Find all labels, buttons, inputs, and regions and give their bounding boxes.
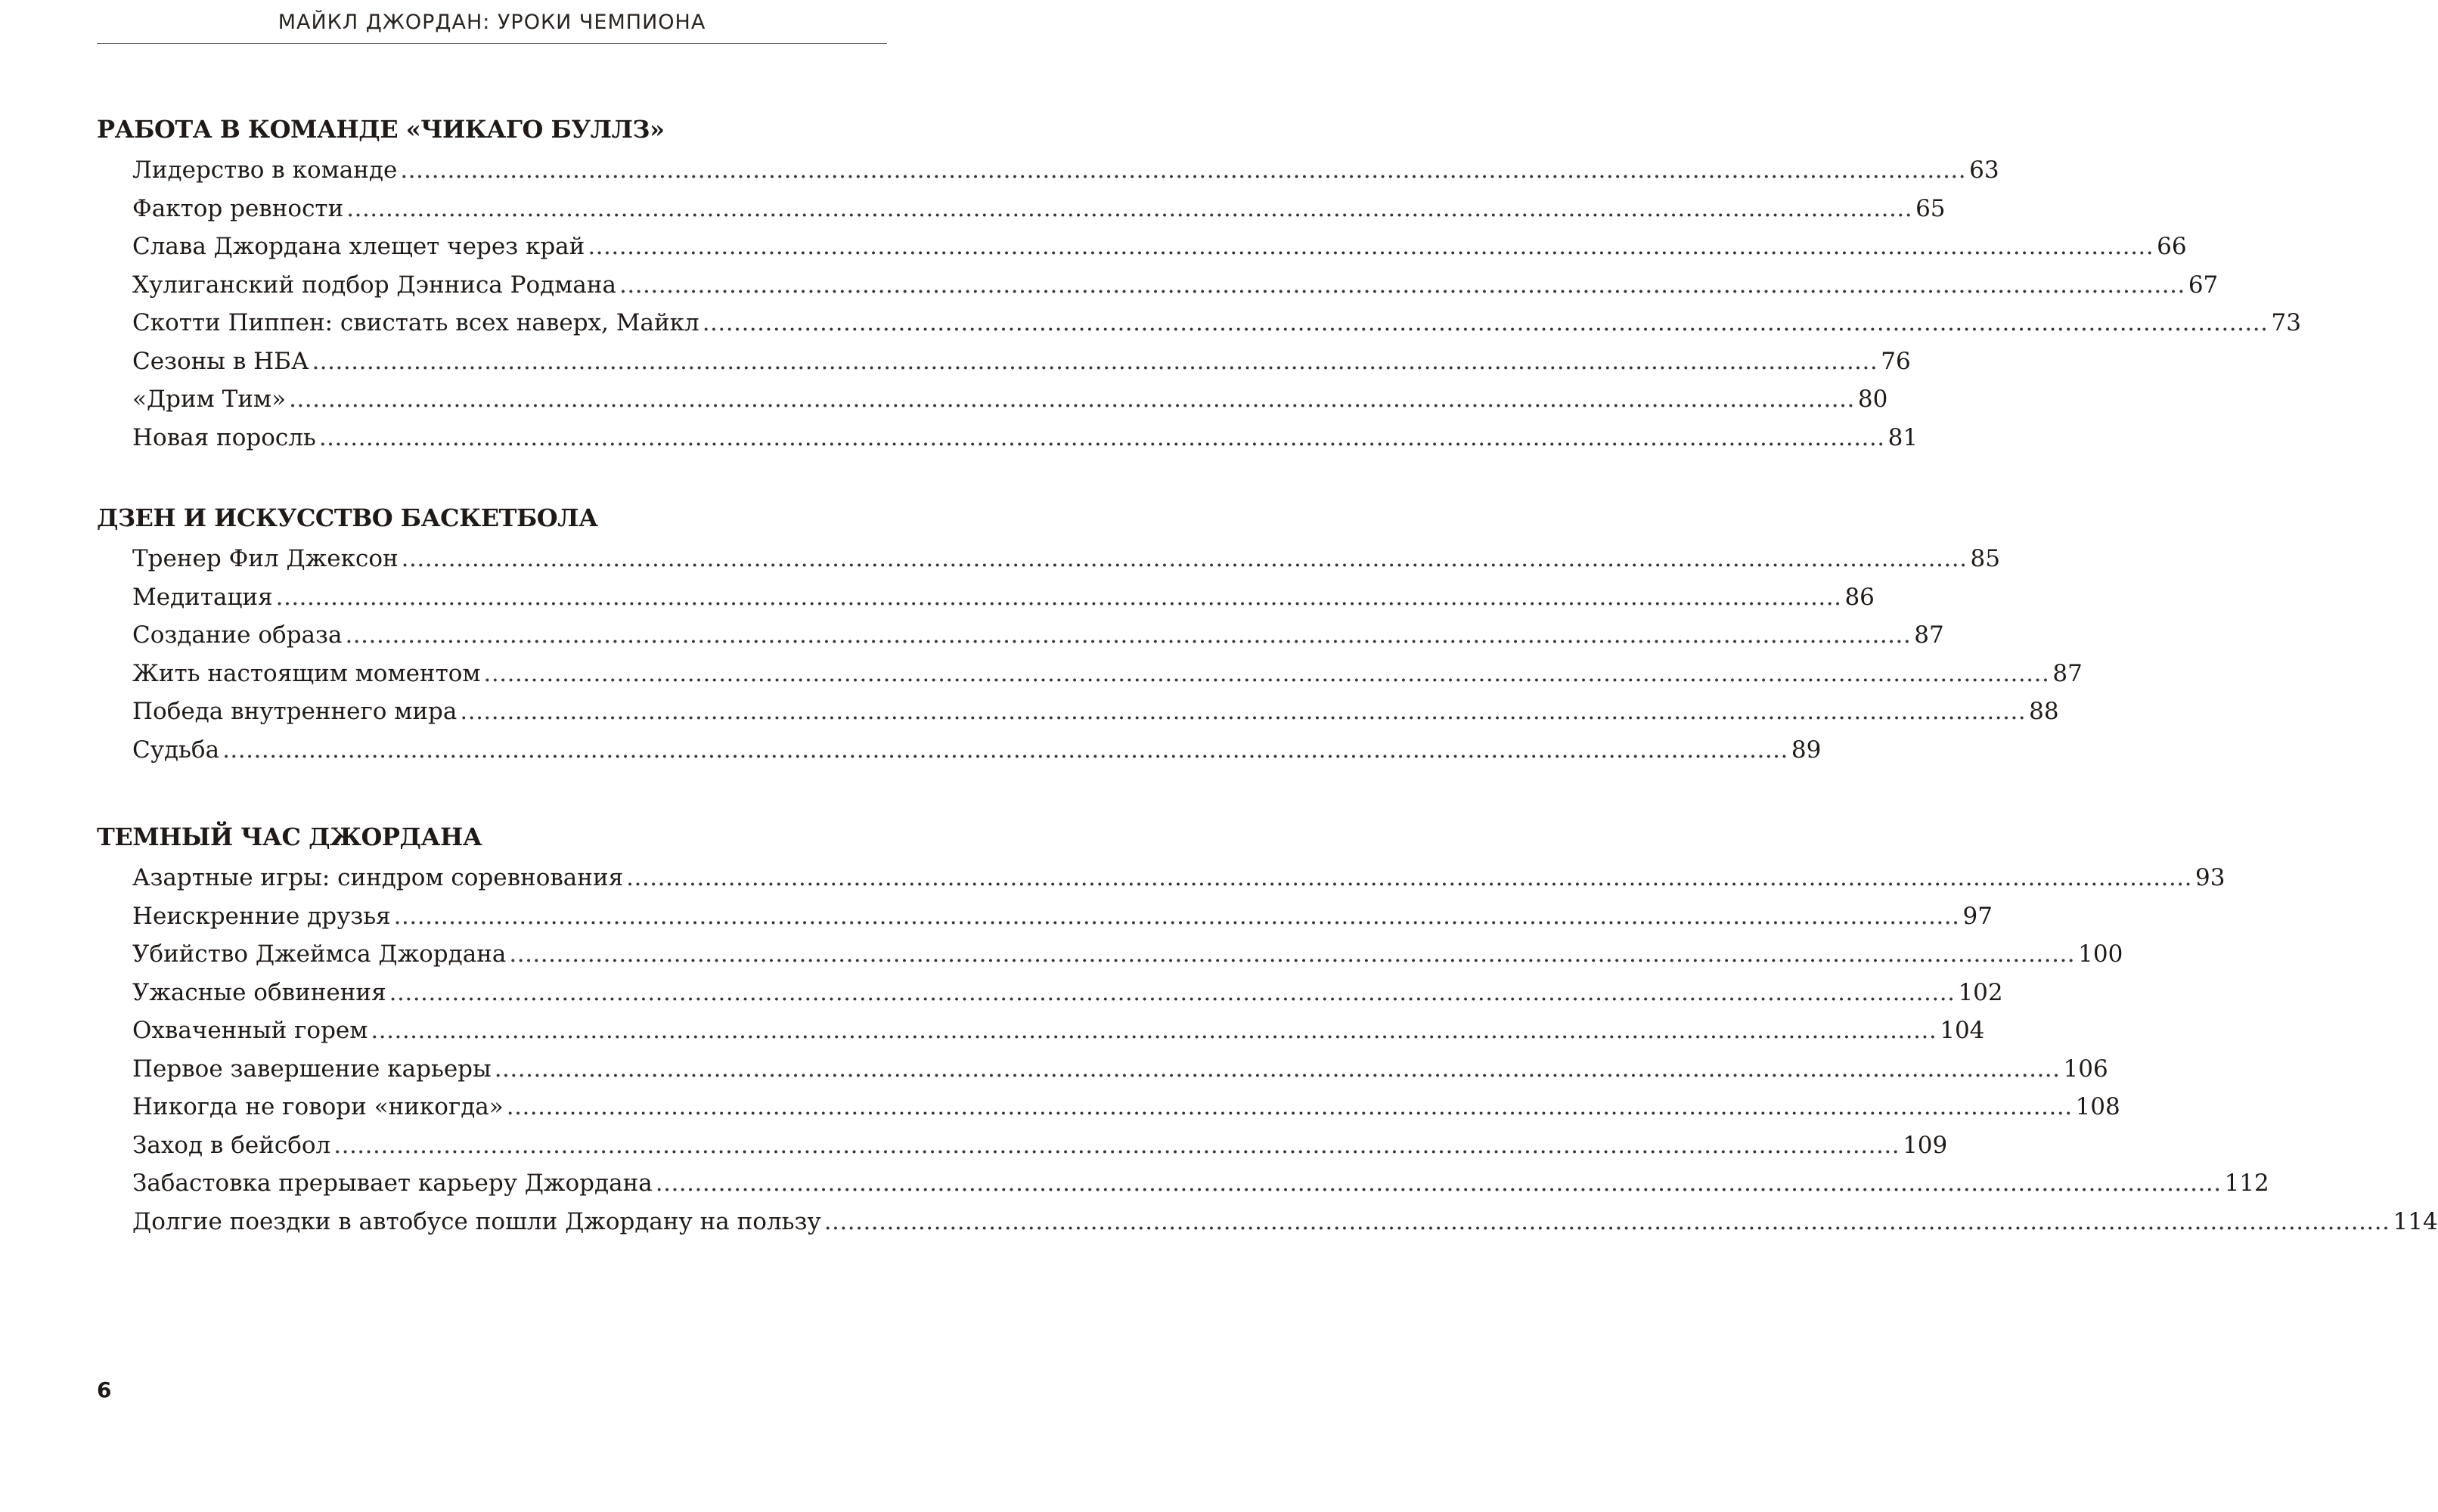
dot-leader <box>386 974 1959 1012</box>
dot-leader <box>219 731 1791 770</box>
entry-page-number: 88 <box>2029 698 2059 725</box>
entry-title: «Дрим Тим» <box>132 386 287 413</box>
entry-title: Забастовка прерывает карьеру Джордана <box>132 1170 653 1197</box>
toc-entry[interactable] <box>97 897 1993 936</box>
toc-entry[interactable] <box>97 304 2301 342</box>
entry-page-number: 89 <box>1791 736 1822 764</box>
toc-section <box>97 113 2301 457</box>
toc-list <box>97 151 2301 457</box>
entry-title: Фактор ревности <box>132 194 344 222</box>
entry-title: Хулиганский подбор Дэнниса Родмана <box>132 271 616 299</box>
section-title: РАБОТА В КОМАНДЕ «ЧИКАГО БУЛЛЗ» <box>97 115 665 144</box>
toc-entry[interactable] <box>97 616 1944 655</box>
entry-page-number: 97 <box>1962 902 1993 930</box>
toc-entry[interactable] <box>97 190 1946 228</box>
toc-entry[interactable] <box>97 859 2226 897</box>
page-number: 6 <box>97 1377 112 1402</box>
entry-title: Жить настоящим моментом <box>132 659 481 687</box>
dot-leader <box>585 228 2157 266</box>
entry-page-number: 87 <box>1914 621 1944 649</box>
entry-page-number: 100 <box>2078 940 2123 968</box>
entry-title: Лидерство в команде <box>132 156 398 184</box>
entry-title: Тренер Фил Джексон <box>132 545 399 572</box>
dot-leader <box>399 540 1971 578</box>
dot-leader <box>457 692 2029 731</box>
dot-leader <box>616 266 2188 305</box>
entry-page-number: 76 <box>1881 347 1911 375</box>
entry-title: Слава Джордана хлещет через край <box>132 233 585 260</box>
toc-entry[interactable] <box>97 655 2083 693</box>
dot-leader <box>506 935 2078 974</box>
entry-page-number: 102 <box>1958 978 2003 1006</box>
entry-page-number: 114 <box>2393 1207 2438 1235</box>
dot-leader <box>330 1126 1903 1165</box>
entry-page-number: 85 <box>1970 545 2000 572</box>
entry-title: Азартные игры: синдром соревнования <box>132 864 624 891</box>
toc-entry[interactable] <box>97 419 1918 457</box>
toc-list <box>97 540 2083 769</box>
toc-entry[interactable] <box>97 151 1999 190</box>
dot-leader <box>342 616 1914 655</box>
entry-title: Долгие поездки в автобусе пошли Джордану на пользу <box>132 1207 821 1235</box>
entry-page-number: 80 <box>1857 386 1888 413</box>
entry-title: Скотти Пиппен: свистать всех наверх, Майкл <box>132 309 699 336</box>
entry-page-number: 87 <box>2052 659 2083 687</box>
dot-leader <box>286 380 1858 419</box>
entry-page-number: 63 <box>1969 156 1999 184</box>
entry-title: Первое завершение карьеры <box>132 1055 492 1083</box>
entry-page-number: 112 <box>2224 1170 2269 1197</box>
dot-leader <box>821 1203 2393 1241</box>
entry-page-number: 66 <box>2157 233 2187 260</box>
dot-leader <box>316 419 1888 457</box>
entry-title: Никогда не говори «никогда» <box>132 1093 504 1120</box>
entry-page-number: 106 <box>2063 1055 2108 1083</box>
entry-page-number: 108 <box>2075 1093 2120 1120</box>
dot-leader <box>623 859 2195 897</box>
entry-page-number: 86 <box>1844 583 1875 611</box>
toc-entry[interactable] <box>97 692 2059 731</box>
toc-entry[interactable] <box>97 1012 1985 1050</box>
toc-entry[interactable] <box>97 380 1888 419</box>
toc-entry[interactable] <box>97 1126 1948 1165</box>
header-divider <box>97 43 887 44</box>
toc-entry[interactable] <box>97 578 1875 617</box>
dot-leader <box>391 897 1963 936</box>
entry-page-number: 81 <box>1887 423 1918 451</box>
entry-title: Судьба <box>132 736 220 764</box>
entry-title: Неискренние друзья <box>132 902 391 930</box>
toc-entry[interactable] <box>97 935 2123 974</box>
dot-leader <box>653 1164 2225 1203</box>
entry-title: Убийство Джеймса Джордана <box>132 940 507 968</box>
toc-entry[interactable] <box>97 731 1822 770</box>
toc-entry[interactable] <box>97 974 2003 1012</box>
dot-leader <box>368 1012 1940 1050</box>
dot-leader <box>492 1050 2064 1089</box>
section-title: ДЗЕН И ИСКУССТВО БАСКЕТБОЛА <box>97 503 598 532</box>
entry-title: Заход в бейсбол <box>132 1131 331 1159</box>
entry-page-number: 93 <box>2195 864 2226 891</box>
toc-entry[interactable] <box>97 1088 2120 1126</box>
toc-section <box>97 502 2083 769</box>
entry-title: Создание образа <box>132 621 343 649</box>
section-title: ТЕМНЫЙ ЧАС ДЖОРДАНА <box>97 823 482 851</box>
toc-entry[interactable] <box>97 342 1911 381</box>
dot-leader <box>481 655 2053 693</box>
entry-title: Ужасные обвинения <box>132 978 386 1006</box>
toc-list <box>97 859 2438 1241</box>
toc-section <box>97 821 2438 1241</box>
entry-title: Сезоны в НБА <box>132 347 309 375</box>
toc-entry[interactable] <box>97 540 2000 578</box>
entry-page-number: 67 <box>2188 271 2219 299</box>
toc-entry[interactable] <box>97 266 2219 305</box>
entry-page-number: 104 <box>1940 1017 1985 1044</box>
entry-title: Охваченный горем <box>132 1017 368 1044</box>
toc-entry[interactable] <box>97 228 2187 266</box>
dot-leader <box>504 1088 2076 1126</box>
entry-page-number: 73 <box>2271 309 2301 336</box>
toc-entry[interactable] <box>97 1164 2269 1203</box>
dot-leader <box>699 304 2272 342</box>
entry-page-number: 65 <box>1915 194 1946 222</box>
toc-entry[interactable] <box>97 1050 2108 1089</box>
running-header: МАЙКЛ ДЖОРДАН: УРОКИ ЧЕМПИОНА <box>278 11 706 34</box>
dot-leader <box>273 578 1845 617</box>
entry-page-number: 109 <box>1903 1131 1948 1159</box>
toc-entry[interactable] <box>97 1203 2438 1241</box>
entry-title: Новая поросль <box>132 423 316 451</box>
entry-title: Медитация <box>132 583 273 611</box>
entry-title: Победа внутреннего мира <box>132 698 458 725</box>
dot-leader <box>309 342 1881 381</box>
dot-leader <box>343 190 1915 228</box>
dot-leader <box>397 151 1969 190</box>
